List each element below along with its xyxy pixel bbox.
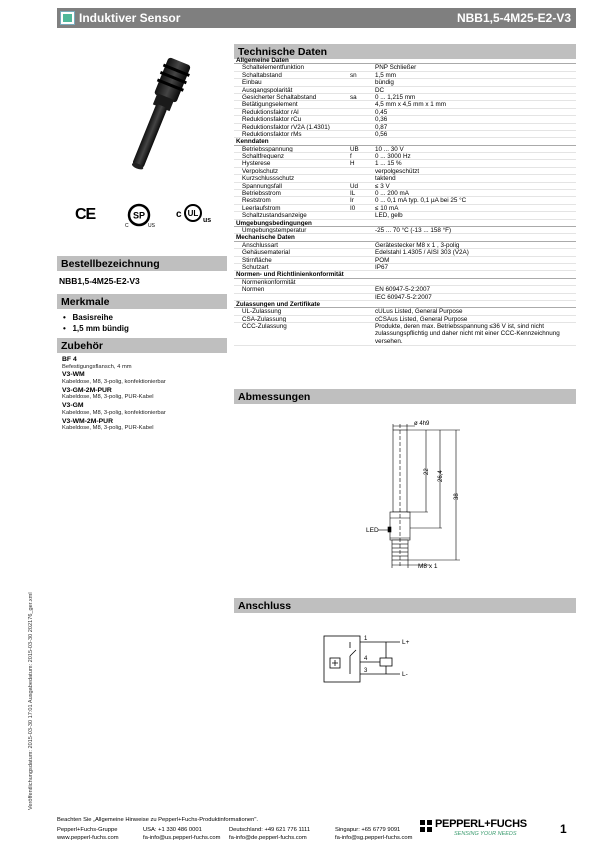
tech-row: [234, 175, 576, 182]
accessory-name: V3-WM: [62, 371, 85, 379]
spec-label: Verpolschutz: [242, 167, 279, 175]
ce-mark: CE: [75, 206, 96, 223]
footer-phone-de: Deutschland: +49 621 776 1111: [229, 827, 311, 834]
spec-label: Einbau: [242, 79, 262, 86]
spec-label: Normenkonformität: [242, 278, 296, 286]
tech-row: [234, 72, 576, 79]
logo-icon: [420, 820, 432, 832]
accessory-desc: Kabeldose, M8, 3-polig, PUR-Kabel: [62, 425, 154, 432]
csa-us-label: US: [148, 223, 155, 229]
tech-row: [234, 242, 576, 249]
spec-label: Betriebsspannung: [242, 145, 293, 153]
spec-label: CSA-Zulassung: [242, 315, 287, 323]
spec-symbol: [350, 116, 375, 122]
spec-value: 0 ... 0,1 mA typ. 0,1 µA bei 25 °C: [375, 197, 467, 205]
tech-row: [234, 101, 576, 108]
spec-symbol: [350, 323, 375, 345]
tech-group-heading: [234, 220, 576, 227]
tech-group-heading: [234, 301, 576, 308]
accessory-desc: Kabeldose, M8, 3-polig, konfektionierbar: [62, 409, 166, 416]
spec-symbol: UB: [350, 145, 359, 153]
tech-row: [234, 308, 576, 315]
footer-email-usa[interactable]: fa-info@us.pepperl-fuchs.com: [143, 834, 221, 841]
spec-label: Umgebungstemperatur: [242, 226, 307, 234]
spec-symbol: [350, 264, 375, 270]
wiring-diagram: [320, 630, 430, 690]
svg-text:22: 22: [424, 468, 430, 475]
footer-website[interactable]: www.pepperl-fuchs.com: [57, 834, 119, 841]
product-image: [66, 50, 226, 180]
spec-value: LED, gelb: [375, 212, 403, 220]
tech-group-heading: [234, 234, 576, 241]
tech-row: [234, 286, 576, 293]
spec-symbol: [350, 131, 375, 137]
spec-symbol: [350, 249, 375, 255]
footer-phone-usa: USA: +1 330 486 0001: [143, 827, 202, 834]
tech-row: [234, 124, 576, 131]
spec-value: 0,56: [375, 130, 388, 138]
tech-row: [234, 146, 576, 153]
ul-logo: UL: [184, 204, 202, 222]
svg-text:1: 1: [364, 636, 368, 642]
spec-label: Reduktionsfaktor rV2A (1.4301): [242, 123, 330, 130]
spec-label: Hysterese: [242, 160, 271, 167]
tech-row: [234, 323, 576, 346]
spec-label: Reduktionsfaktor rCu: [242, 116, 302, 123]
spec-value: 0,45: [375, 108, 388, 116]
order-heading: Bestellbezeichnung: [57, 256, 227, 271]
tech-row: [234, 168, 576, 175]
document-type: Induktiver Sensor: [79, 11, 181, 25]
ul-us-label: us: [203, 217, 212, 224]
spec-symbol: [350, 286, 375, 292]
accessory-name: V3-GM-2M-PUR: [62, 386, 112, 394]
spec-value: IP67: [375, 263, 388, 271]
tech-group-heading: [234, 138, 576, 145]
spec-value: 0 ... 3000 Hz: [375, 153, 411, 161]
spec-value: PNP Schließer: [375, 64, 417, 72]
tech-row: [234, 183, 576, 190]
accessory-name: BF 4: [62, 356, 77, 363]
spec-symbol: [350, 316, 375, 322]
footer-email-de[interactable]: fa-info@de.pepperl-fuchs.com: [229, 834, 307, 841]
spec-value: Produkte, deren max. Betriebsspannung ≤36 V ist, sind nicht zulassungspflichtig und daher nicht mit einer CCC-Kennzeichnung versehen.: [375, 323, 560, 345]
spec-value: 1,5 mm: [375, 71, 396, 79]
tech-row: [234, 316, 576, 323]
tech-row: [234, 109, 576, 116]
spec-value: cCSAus Listed, General Purpose: [375, 315, 468, 323]
spec-value: [375, 279, 576, 285]
order-code: NBB1,5-4M25-E2-V3: [59, 276, 140, 286]
spec-value: taktend: [375, 175, 396, 183]
spec-symbol: [350, 79, 375, 85]
tech-row: [234, 94, 576, 101]
page-number: 1: [560, 822, 567, 836]
dimension-drawing: [360, 420, 470, 580]
list-item: • Basisreihe: [63, 313, 113, 322]
spec-value: Gerätestecker M8 x 1 , 3-polig: [375, 241, 460, 249]
spec-value: cULus Listed, General Purpose: [375, 308, 463, 316]
tech-row: [234, 227, 576, 234]
brand-square-icon: [60, 11, 75, 25]
tech-row: [234, 116, 576, 123]
spec-value: 0 ... 1,215 mm: [375, 93, 416, 101]
product-code: NBB1,5-4M25-E2-V3: [456, 11, 571, 25]
spec-value: 0,36: [375, 116, 388, 124]
spec-value: IEC 60947-5-2:2007: [375, 293, 432, 301]
spec-label: Stirnfläche: [242, 256, 272, 263]
accessory-name: V3-WM-2M-PUR: [62, 417, 113, 425]
spec-value: 4,5 mm x 4,5 mm x 1 mm: [375, 101, 447, 109]
spec-label: Schutzart: [242, 263, 269, 271]
spec-symbol: [350, 124, 375, 130]
accessories-heading: Zubehör: [57, 338, 227, 353]
tech-row: [234, 294, 576, 301]
svg-text:4: 4: [364, 656, 368, 662]
group-label: Mechanische Daten: [236, 234, 295, 241]
tech-row: [234, 197, 576, 204]
spec-label: Kurzschlussschutz: [242, 175, 295, 182]
spec-symbol: [350, 227, 375, 233]
footer-email-sg[interactable]: fa-info@sg.pepperl-fuchs.com: [335, 834, 413, 841]
spec-symbol: [350, 64, 375, 70]
svg-text:38: 38: [454, 493, 460, 500]
tech-heading: Technische Daten: [234, 44, 576, 59]
accessory-desc: Kabeldose, M8, 3-polig, PUR-Kabel: [62, 394, 154, 401]
spec-value: EN 60947-5-2:2007: [375, 286, 430, 294]
tech-row: [234, 249, 576, 256]
spec-symbol: [350, 175, 375, 181]
spec-symbol: sn: [350, 71, 357, 79]
connection-heading: Anschluss: [234, 598, 576, 613]
brand-tagline: SENSING YOUR NEEDS: [454, 831, 517, 837]
list-item: • 1,5 mm bündig: [63, 324, 129, 333]
tech-row: [234, 264, 576, 271]
svg-text:26,4: 26,4: [438, 470, 444, 482]
svg-text:L+: L+: [402, 639, 410, 646]
tech-table: [234, 57, 576, 346]
spec-label: Reststrom: [242, 197, 271, 204]
spec-label: Reduktionsfaktor rMs: [242, 130, 302, 138]
group-label: Kenndaten: [236, 138, 269, 145]
publication-info: Veröffentlichungsdatum: 2015-03-30 17:01 Ausgabedatum: 2015-03-30 202176_ger.xml: [28, 592, 34, 810]
dimensions-heading: Abmessungen: [234, 389, 576, 404]
spec-value: Edelstahl 1.4305 / AISI 303 (V2A): [375, 249, 469, 257]
tech-row: [234, 160, 576, 167]
spec-symbol: Ir: [350, 197, 354, 205]
spec-value: 1 ... 15 %: [375, 160, 402, 168]
brand-name: PEPPERL+FUCHS: [435, 818, 527, 830]
spec-symbol: [350, 242, 375, 248]
footer-phone-sg: Singapur: +65 6779 9091: [335, 827, 401, 834]
group-label: Allgemeine Daten: [236, 57, 289, 64]
spec-value: 0,87: [375, 123, 388, 131]
spec-symbol: [350, 212, 375, 218]
spec-value: 0 ... 200 mA: [375, 190, 409, 198]
spec-symbol: [350, 308, 375, 314]
spec-label: Betriebsstrom: [242, 190, 281, 197]
tech-row: [234, 153, 576, 160]
footer-note: Beachten Sie „Allgemeine Hinweise zu Pepperl+Fuchs-Produktinformationen".: [57, 817, 259, 823]
order-section: [57, 256, 227, 291]
tech-row: [234, 64, 576, 71]
accessories-section: [57, 338, 227, 433]
spec-label: Schaltelementfunktion: [242, 64, 304, 71]
tech-group-heading: [234, 271, 576, 278]
accessory-desc: Kabeldose, M8, 3-polig, konfektionierbar: [62, 378, 166, 385]
spec-label: Spannungsfall: [242, 182, 282, 190]
csa-mark: [125, 202, 155, 232]
spec-symbol: f: [350, 153, 352, 161]
spec-label: Betätigungselement: [242, 101, 298, 108]
spec-value: 10 ... 30 V: [375, 145, 404, 153]
accessory-desc: Befestigungsflansch, 4 mm: [62, 363, 132, 370]
spec-label: Gesicherter Schaltabstand: [242, 93, 317, 101]
svg-text:LED: LED: [366, 527, 379, 534]
spec-label: Schaltfrequenz: [242, 153, 285, 160]
tech-row: [234, 279, 576, 286]
spec-value: -25 ... 70 °C (-13 ... 158 °F): [375, 226, 452, 234]
spec-value: bündig: [375, 79, 394, 87]
spec-symbol: [350, 294, 375, 300]
spec-value: POM: [375, 256, 390, 264]
accessory-name: V3-GM: [62, 402, 84, 410]
spec-value: verpolgeschützt: [375, 167, 420, 175]
features-heading: Merkmale: [57, 294, 227, 309]
spec-symbol: [350, 279, 375, 285]
tech-row: [234, 131, 576, 138]
spec-label: Anschlussart: [242, 241, 279, 249]
spec-value: DC: [375, 86, 385, 94]
tech-row: [234, 257, 576, 264]
spec-label: Gehäusematerial: [242, 249, 290, 256]
spec-symbol: Ud: [350, 182, 359, 190]
footer-company: Pepperl+Fuchs-Gruppe: [57, 827, 118, 834]
spec-symbol: I0: [350, 204, 356, 212]
group-label: Umgebungsbedingungen: [236, 219, 312, 226]
spec-label: Schaltzustandsanzeige: [242, 212, 307, 219]
tech-row: [234, 212, 576, 219]
tech-row: [234, 79, 576, 86]
group-label: Normen- und Richtlinienkonformität: [236, 271, 344, 278]
spec-symbol: [350, 87, 375, 93]
group-label: Zulassungen und Zertifikate: [236, 300, 320, 308]
spec-label: Schaltabstand: [242, 71, 282, 79]
spec-label: Reduktionsfaktor rAl: [242, 108, 299, 116]
spec-label: UL-Zulassung: [242, 308, 282, 315]
spec-label: CCC-Zulassung: [242, 323, 287, 331]
tech-row: [234, 205, 576, 212]
spec-label: Normen: [242, 286, 265, 293]
spec-value: ≤ 3 V: [375, 182, 390, 190]
ul-c-label: c: [176, 209, 182, 220]
svg-text:SP: SP: [132, 210, 146, 221]
tech-group-heading: [234, 57, 576, 64]
svg-text:3: 3: [364, 668, 368, 674]
features-section: [57, 294, 227, 334]
spec-label: Ausgangspolarität: [242, 86, 293, 93]
tech-row: [234, 87, 576, 94]
header-banner: [57, 8, 576, 28]
ul-mark: [176, 204, 216, 232]
spec-label: Leerlaufstrom: [242, 204, 281, 212]
spec-symbol: IL: [350, 190, 356, 198]
spec-value: ≤ 10 mA: [375, 204, 399, 212]
csa-c-label: C: [125, 223, 129, 229]
svg-text:L-: L-: [402, 671, 408, 678]
spec-symbol: H: [350, 160, 355, 168]
spec-label: [234, 294, 350, 300]
spec-symbol: [350, 168, 375, 174]
svg-text:ø 4h9: ø 4h9: [414, 421, 430, 427]
svg-text:M8 x 1: M8 x 1: [418, 563, 438, 570]
spec-symbol: sa: [350, 93, 357, 101]
spec-symbol: [350, 257, 375, 263]
spec-symbol: [350, 101, 375, 107]
spec-symbol: [350, 109, 375, 115]
